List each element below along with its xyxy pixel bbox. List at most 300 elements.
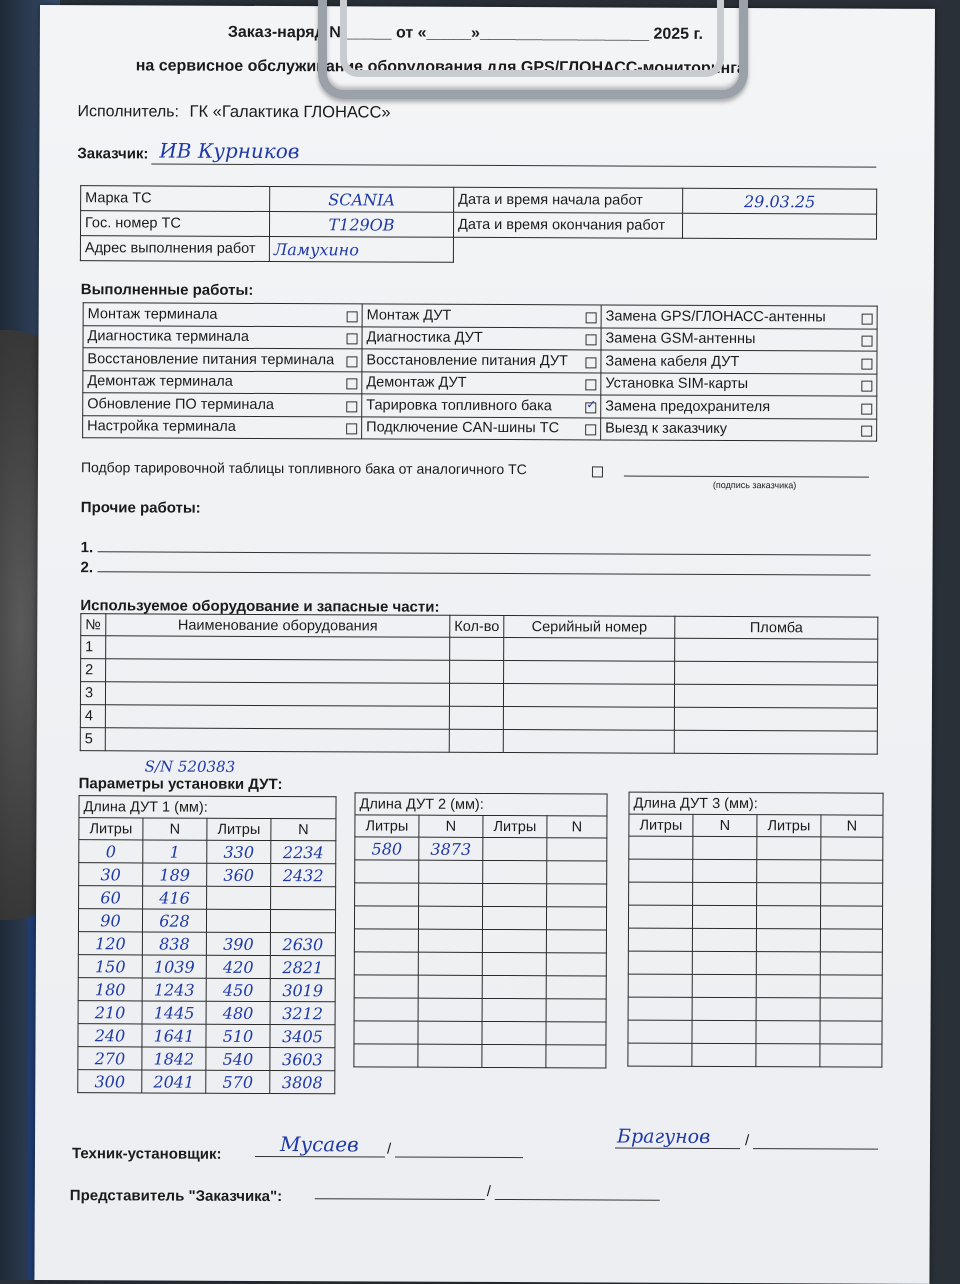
dut-cell [483, 883, 547, 906]
dut-cell [756, 1044, 820, 1067]
second-signature: Брагунов [617, 1125, 711, 1148]
dut-cell [628, 997, 692, 1020]
dut-cell [820, 1044, 882, 1067]
dut-cell [354, 998, 418, 1021]
equipment-row-num: 5 [80, 728, 105, 751]
title-line1: Заказ-наряд №_____ от «_____»___________________ 2025 г. [227, 23, 704, 43]
dut-cell: 1 [143, 840, 207, 863]
dut-cell [546, 1022, 606, 1045]
dut-cell [628, 905, 692, 928]
dut-cell: 450 [206, 978, 270, 1001]
dut-cell: 3808 [270, 1071, 335, 1094]
other-line1 [98, 551, 871, 555]
technician-signature: Мусаев [279, 1132, 359, 1157]
customer-value: ИВ Курников [159, 138, 300, 164]
dut-cell [757, 837, 821, 860]
work-cell [601, 395, 877, 419]
work-label: Диагностика терминала [87, 328, 249, 346]
dut-cell [418, 1021, 482, 1044]
equipment-table [80, 613, 879, 754]
equipment-cell [503, 707, 674, 731]
dut-cell [419, 883, 483, 906]
eq-header-qty: Кол-во [450, 615, 504, 637]
dut-cell [354, 906, 418, 929]
work-label: Замена предохранителя [605, 398, 771, 415]
customer-sign-line [624, 476, 869, 478]
work-cell [83, 415, 362, 439]
dut-cell: 210 [78, 1001, 142, 1024]
technician-label: Техник-установщик: [71, 1145, 222, 1163]
dut-cell [547, 861, 607, 884]
work-checkbox[interactable] [861, 358, 872, 369]
dut1-label: Длина ДУТ 1 (мм): [79, 796, 336, 819]
dut-cell [756, 998, 820, 1021]
equipment-row [81, 659, 878, 685]
executor-value: ГК «Галактика ГЛОНАСС» [189, 102, 391, 122]
dut3-h-n2: N [821, 815, 883, 837]
dut-row [628, 905, 882, 929]
clipboard-clip-inner [340, 0, 724, 77]
dut-cell [821, 860, 883, 883]
dut-cell [629, 882, 693, 905]
customer-label: Заказчик: [77, 145, 149, 163]
dut-cell [628, 1020, 692, 1043]
equipment-cell [504, 638, 675, 662]
work-cell [362, 349, 601, 373]
equipment-cell [503, 730, 674, 754]
dut-row [628, 1043, 882, 1067]
dut-cell: 480 [206, 1001, 270, 1024]
dut3-label: Длина ДУТ 3 (мм): [629, 792, 883, 815]
equipment-row-num: 4 [80, 705, 105, 728]
tarirovka-label: Подбор тарировочной таблицы топливного бака от аналогичного ТС [80, 459, 527, 478]
dut-cell [482, 929, 546, 952]
dut-cell [821, 883, 883, 906]
dut3-h-liters1: Литры [629, 814, 693, 836]
dut-cell [482, 906, 546, 929]
equipment-row [81, 636, 878, 662]
work-checkbox[interactable] [346, 424, 357, 435]
dut-row [78, 1070, 335, 1094]
dut-row [628, 1020, 882, 1044]
work-label: Диагностика ДУТ [366, 329, 483, 347]
work-label: Тарировка топливного бака [366, 397, 552, 414]
dut-cell [628, 928, 692, 951]
work-cell [83, 325, 362, 349]
equipment-cell [504, 684, 675, 708]
dut3-h-n1: N [693, 814, 757, 836]
dut-cell [482, 952, 546, 975]
dut-row [79, 886, 336, 910]
dut-cell: 120 [78, 932, 142, 955]
work-checkbox[interactable] [862, 336, 873, 347]
plate-value: Т129ОВ [269, 212, 453, 238]
dut-cell [692, 905, 756, 928]
dut-cell [354, 1044, 418, 1067]
dut-cell: 270 [78, 1047, 142, 1070]
dut-cell [820, 952, 882, 975]
work-checkbox[interactable] [861, 381, 872, 392]
eq-header-name: Наименование оборудования [106, 614, 450, 638]
dut-row [78, 955, 335, 979]
work-cell [601, 350, 877, 374]
work-cell [83, 370, 362, 394]
work-label: Подключение CAN-шины ТС [366, 419, 560, 437]
dut-cell: 3212 [270, 1002, 335, 1025]
equipment-title: Используемое оборудование и запасные части: [80, 597, 440, 616]
equipment-row-num: 3 [80, 682, 105, 705]
dut-cell [419, 860, 483, 883]
dut-cell [483, 837, 547, 860]
equipment-cell [449, 706, 503, 729]
dut-cell: 0 [79, 840, 143, 863]
dut2-h-n1: N [419, 815, 483, 837]
dut-row [629, 859, 883, 883]
equipment-cell [674, 707, 877, 731]
dut-cell: 3405 [270, 1025, 335, 1048]
dut1-h-n2: N [271, 819, 336, 841]
start-value: 29.03.25 [683, 188, 877, 214]
dut-cell: 150 [78, 955, 142, 978]
dut-row [628, 997, 882, 1021]
dut2-h-liters2: Литры [483, 815, 547, 837]
dut-cell [418, 998, 482, 1021]
work-label: Замена GPS/ГЛОНАСС-антенны [605, 308, 826, 326]
equipment-row [80, 728, 877, 754]
dut-cell [547, 884, 607, 907]
dut-row [79, 840, 336, 864]
dut-cell [482, 975, 546, 998]
dut-cell: 90 [78, 909, 142, 932]
dut-cell [206, 909, 270, 932]
equipment-cell [105, 728, 449, 753]
work-label: Установка SIM-карты [605, 375, 749, 393]
end-label: Дата и время окончания работ [453, 212, 682, 238]
other-line2 [98, 571, 871, 575]
work-cell [601, 305, 877, 329]
paper-sheet [34, 5, 935, 1284]
equipment-row [80, 682, 877, 708]
dut-row [629, 836, 883, 860]
work-checkbox[interactable] [585, 357, 596, 368]
dut3-table [627, 792, 883, 1068]
dut-cell: 3873 [419, 837, 483, 860]
dut-row [355, 837, 607, 861]
dut-cell [482, 1021, 546, 1044]
dut-cell [757, 860, 821, 883]
dut2-label: Длина ДУТ 2 (мм): [355, 793, 607, 816]
work-cell [362, 416, 601, 440]
dut-cell [483, 860, 547, 883]
work-cell [83, 303, 362, 327]
dut-cell [547, 838, 607, 861]
dut-row [354, 998, 606, 1022]
dut1-h-liters1: Литры [79, 818, 143, 840]
work-label: Замена GSM-антенны [605, 330, 756, 348]
dut-cell [693, 859, 757, 882]
dut-cell: 838 [142, 932, 206, 955]
dut-cell: 570 [206, 1070, 270, 1093]
dut2-table [353, 792, 607, 1068]
other-item2: 2. [80, 559, 94, 577]
dut-cell [756, 906, 820, 929]
dut-cell [756, 952, 820, 975]
dut-cell [692, 928, 756, 951]
dut-cell [418, 952, 482, 975]
plate-label: Гос. номер ТС [80, 211, 269, 237]
eq-header-serial: Серийный номер [504, 616, 675, 639]
dut-cell: 1842 [142, 1047, 206, 1070]
dut-cell [628, 974, 692, 997]
dut-row [354, 952, 606, 976]
work-cell [601, 327, 877, 351]
other-item1: 1. [80, 539, 94, 557]
dut-cell [693, 882, 757, 905]
work-label: Выезд к заказчику [605, 420, 728, 438]
work-cell [601, 372, 877, 396]
dut-cell: 390 [206, 932, 270, 955]
dut-row [628, 928, 882, 952]
customer-rep-name-line [495, 1199, 660, 1201]
dut-serial-note: S/N 520383 [144, 757, 236, 776]
works-table [82, 302, 878, 441]
dut1-h-n1: N [143, 818, 207, 840]
dut-cell [692, 997, 756, 1020]
dut-cell: 330 [207, 840, 271, 863]
equipment-cell [450, 637, 504, 660]
equipment-row [80, 705, 877, 731]
dut-row [79, 863, 336, 887]
dut-cell [546, 930, 606, 953]
dut-cell [820, 998, 882, 1021]
dut-row [355, 860, 607, 884]
dut-cell [628, 951, 692, 974]
dut-cell [354, 975, 418, 998]
dut-row [78, 932, 335, 956]
dut-title: Параметры установки ДУТ: [78, 775, 283, 794]
work-label: Демонтаж терминала [87, 373, 233, 391]
equipment-row-num: 1 [81, 636, 106, 659]
dut-cell [546, 976, 606, 999]
dut-cell: 1039 [142, 955, 206, 978]
work-checkbox[interactable] [585, 425, 596, 436]
equipment-cell [674, 730, 877, 754]
work-checkbox[interactable] [585, 402, 596, 413]
work-checkbox[interactable] [346, 379, 357, 390]
title-line2: на сервисное обслуживание оборудования для GPS/ГЛОНАСС-мониторинга [135, 57, 746, 78]
equipment-cell [105, 705, 449, 730]
dut-cell: 189 [143, 863, 207, 886]
dut-cell [756, 1021, 820, 1044]
dut-cell: 628 [142, 909, 206, 932]
dut-cell [546, 999, 606, 1022]
brand-label: Марка ТС [81, 186, 270, 212]
dut-cell: 300 [78, 1070, 142, 1093]
dut-cell [271, 887, 336, 910]
dut-cell [756, 975, 820, 998]
address-label: Адрес выполнения работ [80, 236, 269, 262]
customer-line [151, 163, 876, 167]
work-checkbox[interactable] [585, 380, 596, 391]
work-label: Восстановление питания ДУТ [366, 352, 568, 370]
work-checkbox[interactable] [586, 335, 597, 346]
dut-cell [692, 1043, 756, 1066]
dut-cell [482, 1044, 546, 1067]
equipment-cell [105, 682, 449, 707]
dut-cell [354, 929, 418, 952]
other-title: Прочие работы: [80, 499, 201, 517]
equipment-cell [449, 729, 503, 752]
work-label: Восстановление питания терминала [87, 350, 335, 369]
work-cell [83, 348, 362, 372]
dut-cell: 510 [206, 1024, 270, 1047]
work-checkbox[interactable] [861, 426, 872, 437]
dut-cell [756, 929, 820, 952]
equipment-cell [449, 683, 503, 706]
dut-row [354, 906, 606, 930]
dut-cell [820, 906, 882, 929]
vehicle-table [80, 185, 877, 264]
work-checkbox[interactable] [347, 311, 358, 322]
dut-row [628, 951, 882, 975]
work-label: Монтаж терминала [87, 305, 218, 323]
dut-cell [418, 975, 482, 998]
dut-cell [546, 953, 606, 976]
tech-sign-line [255, 1156, 385, 1158]
dut-cell: 580 [355, 837, 419, 860]
customer-rep-label: Представитель "Заказчика": [69, 1187, 283, 1206]
dut-row [78, 1024, 335, 1048]
equipment-cell [106, 636, 450, 661]
dut-row [78, 1047, 335, 1071]
second-sign-line [615, 1148, 740, 1150]
dut-cell: 1243 [142, 978, 206, 1001]
dut-cell [693, 836, 757, 859]
dut2-h-n2: N [547, 816, 607, 838]
dut-cell [820, 929, 882, 952]
dut-cell [629, 859, 693, 882]
work-cell [362, 371, 601, 395]
end-value [682, 213, 876, 239]
dut-cell: 2041 [142, 1070, 206, 1093]
dut-cell: 3603 [270, 1048, 335, 1071]
work-label: Демонтаж ДУТ [366, 374, 467, 392]
equipment-cell [675, 638, 878, 662]
works-title: Выполненные работы: [80, 281, 254, 299]
eq-header-seal: Пломба [675, 616, 878, 639]
work-checkbox[interactable] [347, 334, 358, 345]
work-label: Обновление ПО терминала [87, 395, 275, 413]
equipment-cell [675, 684, 878, 708]
dut-cell: 3019 [270, 979, 335, 1002]
dut-cell [546, 1045, 606, 1068]
dut-cell [628, 1043, 692, 1066]
dut-row [354, 975, 606, 999]
second-name-line [753, 1148, 878, 1150]
work-cell [601, 417, 877, 441]
dut-cell [418, 906, 482, 929]
start-label: Дата и время начала работ [454, 187, 683, 213]
dut-cell: 360 [207, 863, 271, 886]
dut-row [78, 1001, 335, 1025]
dut3-h-liters2: Литры [757, 815, 821, 837]
equipment-row-num: 2 [81, 659, 106, 682]
dut-row [355, 883, 607, 907]
work-checkbox[interactable] [346, 401, 357, 412]
dut-cell [820, 1021, 882, 1044]
tarirovka-checkbox[interactable] [592, 466, 603, 477]
dut-cell: 180 [78, 978, 142, 1001]
dut-row [78, 909, 335, 933]
dut-cell: 2821 [270, 956, 335, 979]
executor-label: Исполнитель: [77, 103, 180, 121]
dut-cell [270, 910, 335, 933]
slash-3: / [486, 1182, 492, 1200]
work-cell [362, 304, 601, 328]
dut-cell [354, 952, 418, 975]
work-checkbox[interactable] [861, 403, 872, 414]
dut-cell: 1445 [142, 1001, 206, 1024]
dut-cell [482, 998, 546, 1021]
dut-cell: 540 [206, 1047, 270, 1070]
dut-cell: 2630 [270, 933, 335, 956]
eq-header-num: № [81, 614, 106, 636]
dut2-h-liters1: Литры [355, 815, 419, 837]
work-cell [83, 393, 362, 417]
slash-1: / [386, 1140, 392, 1158]
dut-cell [820, 975, 882, 998]
slash-2: / [745, 1132, 750, 1150]
dut-cell [692, 1020, 756, 1043]
dut-row [78, 978, 335, 1002]
equipment-cell [675, 661, 878, 685]
work-label: Настройка терминала [87, 418, 236, 436]
dut-cell [418, 929, 482, 952]
dut-row [629, 882, 883, 906]
dut-row [354, 1044, 606, 1068]
brand-value: SCANIA [270, 187, 454, 213]
dut-cell [355, 883, 419, 906]
dut-cell: 2234 [271, 841, 336, 864]
work-checkbox[interactable] [862, 313, 873, 324]
work-checkbox[interactable] [586, 312, 597, 323]
equipment-cell [106, 659, 450, 684]
dut-cell [692, 974, 756, 997]
dut-row [354, 929, 606, 953]
dut-cell: 60 [79, 886, 143, 909]
work-checkbox[interactable] [346, 356, 357, 367]
customer-rep-sign-line [315, 1198, 485, 1200]
work-label: Замена кабеля ДУТ [605, 353, 740, 370]
equipment-cell [504, 661, 675, 685]
dut-cell [821, 837, 883, 860]
work-cell [362, 394, 601, 418]
sign-caption: (подпись заказчика) [712, 479, 797, 491]
dut-cell: 240 [78, 1024, 142, 1047]
work-label: Монтаж ДУТ [366, 307, 452, 324]
dut1-table [77, 795, 336, 1094]
equipment-cell [450, 660, 504, 683]
dut-cell [629, 836, 693, 859]
dut-cell [354, 1021, 418, 1044]
dut-cell: 30 [79, 863, 143, 886]
dut-cell: 416 [143, 886, 207, 909]
dut-cell [757, 883, 821, 906]
dut-cell [355, 860, 419, 883]
dut-row [354, 1021, 606, 1045]
dut-cell [692, 951, 756, 974]
dut-cell: 2432 [271, 864, 336, 887]
